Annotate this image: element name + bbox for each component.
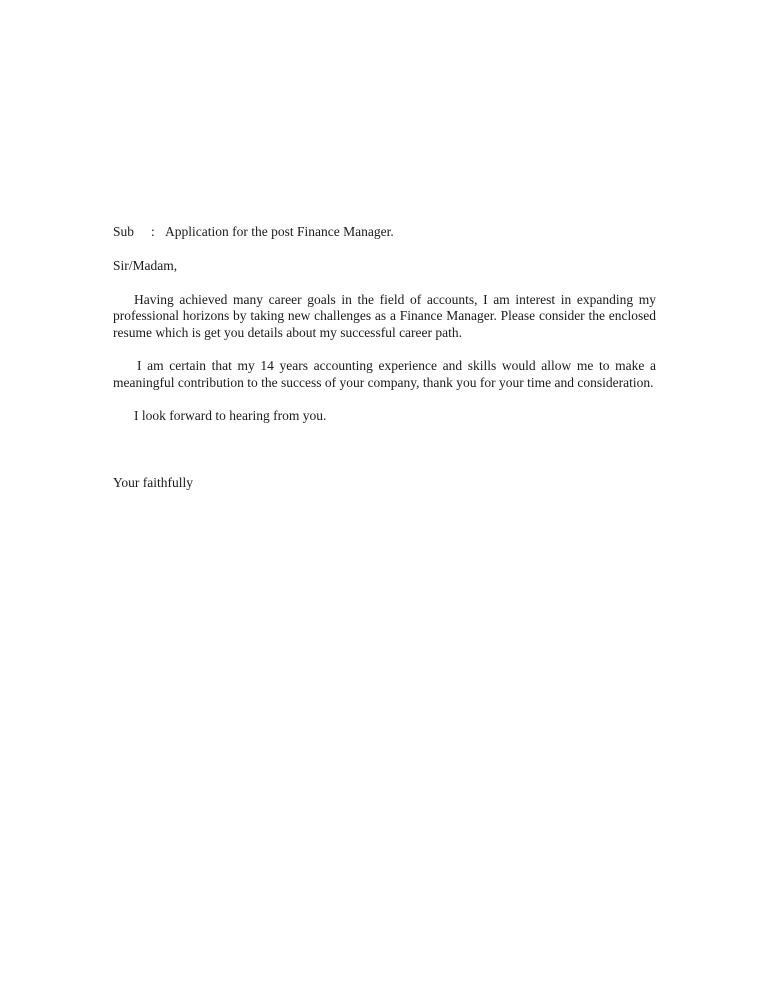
letter-body [113, 224, 656, 491]
paragraph-intro: Having achieved many career goals in the field of accounts, I am interest in expanding my professional horizons by taking new challenges as a Finance Manager. Please consider the enclosed resume which is get you details about my successful career path. [113, 291, 656, 340]
subject-label: Sub [113, 224, 135, 239]
subject-separator: : [151, 224, 155, 239]
salutation: Sir/Madam, [113, 258, 178, 273]
paragraph-closing-remark: I look forward to hearing from you. [134, 408, 327, 423]
closing-signoff: Your faithfully [113, 474, 194, 490]
paragraph-experience: I am certain that my 14 years accounting experience and skills would allow me to make a meaningful contribution to the success of your company, thank you for your time and consideration. [113, 358, 656, 390]
subject-line [113, 224, 656, 241]
subject-text: Application for the post Finance Manager. [165, 224, 394, 239]
